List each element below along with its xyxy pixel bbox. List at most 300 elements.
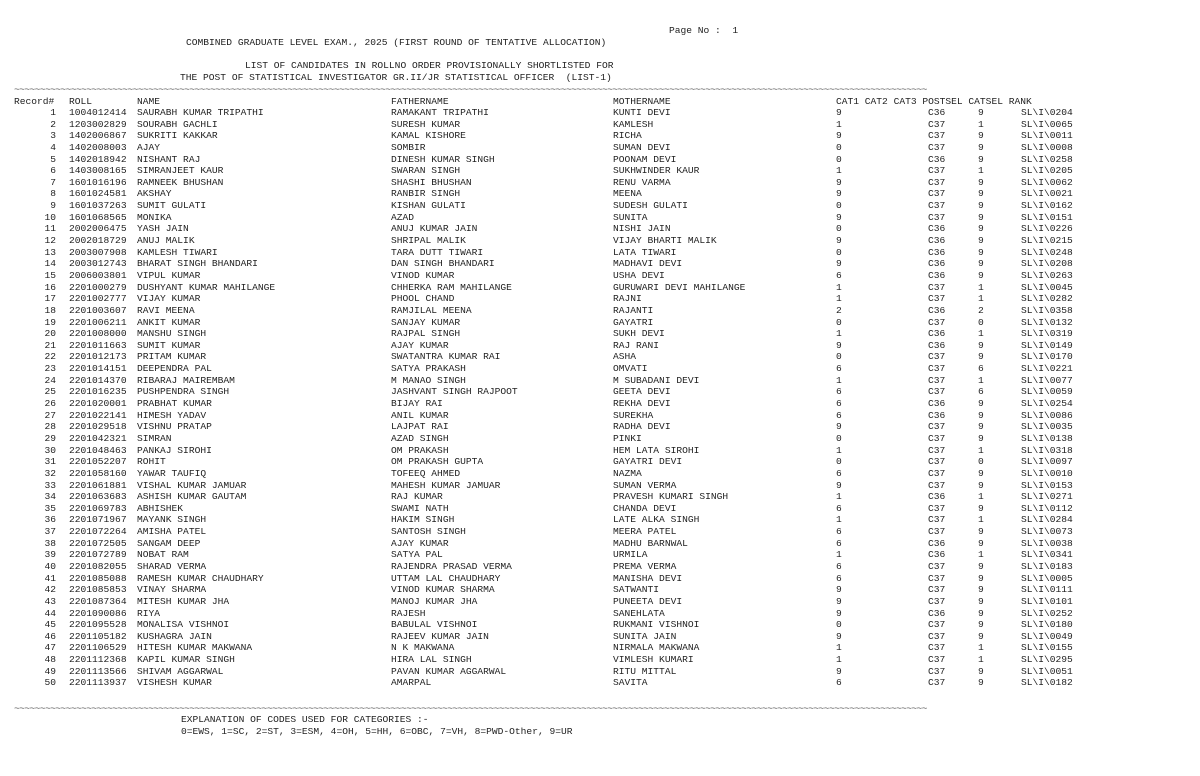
- record-number: 31: [44, 456, 56, 468]
- rank: SL\I\0077: [1021, 374, 1073, 386]
- father-name: SWARAN SINGH: [391, 165, 461, 177]
- table-row: [0, 445, 1200, 457]
- rank: SL\I\0254: [1021, 398, 1073, 410]
- category-selected: 9: [978, 560, 984, 572]
- post-selected: C36: [928, 549, 946, 561]
- candidate-name: AKSHAY: [137, 188, 172, 200]
- mother-name: NIRMALA MAKWANA: [613, 642, 700, 654]
- roll-number: 2201020001: [69, 398, 127, 410]
- mother-name: SUREKHA: [613, 409, 654, 421]
- rank: SL\I\0138: [1021, 432, 1073, 444]
- category-selected: 9: [978, 130, 984, 142]
- father-name: HIRA LAL SINGH: [391, 654, 472, 666]
- column-header-fathername: FATHERNAME: [391, 96, 449, 107]
- father-name: SANTOSH SINGH: [391, 526, 466, 538]
- post-selected: C37: [928, 526, 946, 538]
- category-selected: 1: [978, 118, 984, 130]
- cat1-code: 9: [836, 258, 842, 270]
- mother-name: KUNTI DEVI: [613, 107, 671, 118]
- father-name: ANUJ KUMAR JAIN: [391, 223, 478, 235]
- candidate-name: SANGAM DEEP: [137, 537, 201, 549]
- record-number: 46: [44, 630, 56, 642]
- roll-number: 1203002829: [69, 118, 127, 130]
- table-row: [0, 328, 1200, 340]
- mother-name: URMILA: [613, 549, 648, 561]
- category-selected: 9: [978, 107, 984, 118]
- cat1-code: 6: [836, 526, 842, 538]
- candidate-name: ROHIT: [137, 456, 166, 468]
- table-row: [0, 386, 1200, 398]
- mother-name: MANISHA DEVI: [613, 572, 683, 584]
- category-selected: 9: [978, 479, 984, 491]
- cat1-code: 9: [836, 130, 842, 142]
- record-number: 2: [50, 118, 56, 130]
- record-number: 28: [44, 421, 56, 433]
- category-selected: 9: [978, 246, 984, 258]
- record-number: 12: [44, 235, 56, 247]
- record-number: 38: [44, 537, 56, 549]
- cat1-code: 1: [836, 491, 842, 503]
- rank: SL\I\0271: [1021, 491, 1073, 503]
- rank: SL\I\0101: [1021, 595, 1073, 607]
- mother-name: SUNITA: [613, 211, 648, 223]
- post-selected: C37: [928, 118, 946, 130]
- category-selected: 9: [978, 584, 984, 596]
- roll-number: 2201105182: [69, 630, 127, 642]
- mother-name: SUKH DEVI: [613, 328, 665, 340]
- table-row: [0, 526, 1200, 538]
- father-name: KAMAL KISHORE: [391, 130, 466, 142]
- cat1-code: 6: [836, 398, 842, 410]
- roll-number: 1601016196: [69, 176, 127, 188]
- candidate-name: BHARAT SINGH BHANDARI: [137, 258, 258, 270]
- cat1-code: 6: [836, 537, 842, 549]
- record-number: 50: [44, 677, 56, 689]
- cat1-code: 1: [836, 281, 842, 293]
- cat1-code: 1: [836, 549, 842, 561]
- explanation-codes: 0=EWS, 1=SC, 2=ST, 3=ESM, 4=OH, 5=HH, 6=OBC, 7=VH, 8=PWD-Other, 9=UR: [181, 726, 573, 737]
- rank: SL\I\0059: [1021, 386, 1073, 398]
- rank: SL\I\0011: [1021, 130, 1073, 142]
- cat1-code: 0: [836, 223, 842, 235]
- category-selected: 9: [978, 630, 984, 642]
- rank: SL\I\0149: [1021, 339, 1073, 351]
- mother-name: PUNEETA DEVI: [613, 595, 683, 607]
- mother-name: SUNITA JAIN: [613, 630, 677, 642]
- record-number: 34: [44, 491, 56, 503]
- candidate-name: HITESH KUMAR MAKWANA: [137, 642, 253, 654]
- post-selected: C36: [928, 607, 946, 619]
- roll-number: 2201112368: [69, 654, 127, 666]
- record-number: 14: [44, 258, 56, 270]
- cat1-code: 6: [836, 560, 842, 572]
- rank: SL\I\0183: [1021, 560, 1073, 572]
- father-name: SANJAY KUMAR: [391, 316, 461, 328]
- record-number: 17: [44, 293, 56, 305]
- post-selected: C37: [928, 281, 946, 293]
- cat1-code: 0: [836, 619, 842, 631]
- mother-name: RICHA: [613, 130, 642, 142]
- cat1-code: 9: [836, 607, 842, 619]
- mother-name: GEETA DEVI: [613, 386, 671, 398]
- category-selected: 1: [978, 374, 984, 386]
- table-row: [0, 480, 1200, 492]
- category-selected: 6: [978, 363, 984, 375]
- record-number: 29: [44, 432, 56, 444]
- category-selected: 9: [978, 188, 984, 200]
- rank: SL\I\0208: [1021, 258, 1073, 270]
- rank: SL\I\0221: [1021, 363, 1073, 375]
- mother-name: POONAM DEVI: [613, 153, 677, 165]
- table-row: [0, 119, 1200, 131]
- cat1-code: 6: [836, 467, 842, 479]
- post-selected: C37: [928, 421, 946, 433]
- rank: SL\I\0341: [1021, 549, 1073, 561]
- rank: SL\I\0097: [1021, 456, 1073, 468]
- record-number: 3: [50, 130, 56, 142]
- father-name: HAKIM SINGH: [391, 514, 455, 526]
- table-row: [0, 130, 1200, 142]
- mother-name: GAYATRI DEVI: [613, 456, 683, 468]
- rank: SL\I\0215: [1021, 235, 1073, 247]
- roll-number: 1402006867: [69, 130, 127, 142]
- category-selected: 9: [978, 619, 984, 631]
- post-selected: C37: [928, 595, 946, 607]
- cat1-code: 0: [836, 200, 842, 212]
- candidate-name: AMISHA PATEL: [137, 526, 207, 538]
- post-selected: C37: [928, 200, 946, 212]
- cat1-code: 1: [836, 328, 842, 340]
- father-name: SWAMI NATH: [391, 502, 449, 514]
- page-number: 1: [732, 25, 739, 36]
- candidate-name: KUSHAGRA JAIN: [137, 630, 212, 642]
- candidate-name: MAYANK SINGH: [137, 514, 207, 526]
- column-header-categories: CAT1 CAT2 CAT3 POSTSEL CATSEL RANK: [836, 96, 1032, 107]
- mother-name: ASHA: [613, 351, 637, 363]
- rank: SL\I\0073: [1021, 526, 1073, 538]
- table-row: [0, 608, 1200, 620]
- father-name: RANBIR SINGH: [391, 188, 461, 200]
- post-selected: C36: [928, 339, 946, 351]
- table-row: [0, 270, 1200, 282]
- table-row: [0, 421, 1200, 433]
- post-selected: C36: [928, 491, 946, 503]
- rank: SL\I\0062: [1021, 176, 1073, 188]
- category-selected: 9: [978, 595, 984, 607]
- mother-name: MADHU BARNWAL: [613, 537, 688, 549]
- record-number: 20: [44, 328, 56, 340]
- table-row: [0, 200, 1200, 212]
- cat1-code: 6: [836, 572, 842, 584]
- post-selected: C37: [928, 619, 946, 631]
- table-row: [0, 619, 1200, 631]
- candidate-name: KAPIL KUMAR SINGH: [137, 654, 235, 666]
- father-name: DINESH KUMAR SINGH: [391, 153, 495, 165]
- father-name: LAJPAT RAI: [391, 421, 449, 433]
- mother-name: USHA DEVI: [613, 269, 665, 281]
- post-selected: C37: [928, 293, 946, 305]
- table-row: [0, 177, 1200, 189]
- mother-name: MEENA: [613, 188, 642, 200]
- mother-name: LATE ALKA SINGH: [613, 514, 700, 526]
- column-header-roll: ROLL: [69, 96, 93, 107]
- explanation-title: EXPLANATION OF CODES USED FOR CATEGORIES :-: [181, 714, 429, 725]
- mother-name: MADHAVI DEVI: [613, 258, 683, 270]
- father-name: OM PRAKASH GUPTA: [391, 456, 484, 468]
- post-selected: C36: [928, 409, 946, 421]
- category-selected: 1: [978, 549, 984, 561]
- post-selected: C37: [928, 432, 946, 444]
- cat1-code: 9: [836, 176, 842, 188]
- cat1-code: 1: [836, 374, 842, 386]
- category-selected: 1: [978, 654, 984, 666]
- post-selected: C36: [928, 153, 946, 165]
- cat1-code: 9: [836, 107, 842, 118]
- record-number: 24: [44, 374, 56, 386]
- father-name: RAMAKANT TRIPATHI: [391, 107, 489, 118]
- roll-number: 2201072789: [69, 549, 127, 561]
- roll-number: 2201006211: [69, 316, 127, 328]
- roll-number: 2201082055: [69, 560, 127, 572]
- mother-name: SUDESH GULATI: [613, 200, 688, 212]
- record-number: 43: [44, 595, 56, 607]
- father-name: SOMBIR: [391, 141, 426, 153]
- table-row: [0, 107, 1200, 119]
- table-row: [0, 503, 1200, 515]
- candidate-name: DUSHYANT KUMAR MAHILANGE: [137, 281, 276, 293]
- category-selected: 9: [978, 141, 984, 153]
- rank: SL\I\0065: [1021, 118, 1073, 130]
- roll-number: 2003007908: [69, 246, 127, 258]
- table-row: [0, 573, 1200, 585]
- father-name: N K MAKWANA: [391, 642, 455, 654]
- record-number: 30: [44, 444, 56, 456]
- mother-name: GURUWARI DEVI MAHILANGE: [613, 281, 746, 293]
- rank: SL\I\0318: [1021, 444, 1073, 456]
- record-number: 35: [44, 502, 56, 514]
- roll-number: 2201003607: [69, 304, 127, 316]
- candidate-name: NISHANT RAJ: [137, 153, 201, 165]
- post-selected: C37: [928, 130, 946, 142]
- roll-number: 2201016235: [69, 386, 127, 398]
- post-selected: C37: [928, 386, 946, 398]
- candidate-name: VISHESH KUMAR: [137, 677, 212, 689]
- mother-name: RAJ RANI: [613, 339, 660, 351]
- father-name: BIJAY RAI: [391, 398, 443, 410]
- roll-number: 2201014151: [69, 363, 127, 375]
- rank: SL\I\0153: [1021, 479, 1073, 491]
- father-name: TARA DUTT TIWARI: [391, 246, 484, 258]
- record-number: 22: [44, 351, 56, 363]
- category-selected: 9: [978, 421, 984, 433]
- post-selected: C37: [928, 630, 946, 642]
- table-row: [0, 398, 1200, 410]
- record-number: 6: [50, 165, 56, 177]
- cat1-code: 1: [836, 293, 842, 305]
- post-selected: C37: [928, 572, 946, 584]
- candidate-name: VISHNU PRATAP: [137, 421, 212, 433]
- father-name: RAJPAL SINGH: [391, 328, 461, 340]
- table-row: [0, 165, 1200, 177]
- table-row: [0, 433, 1200, 445]
- category-selected: 9: [978, 398, 984, 410]
- candidate-name: SUKRITI KAKKAR: [137, 130, 218, 142]
- category-selected: 9: [978, 502, 984, 514]
- candidate-name: SHARAD VERMA: [137, 560, 207, 572]
- mother-name: NISHI JAIN: [613, 223, 671, 235]
- record-number: 5: [50, 153, 56, 165]
- table-row: [0, 282, 1200, 294]
- roll-number: 2201002777: [69, 293, 127, 305]
- roll-number: 2201069783: [69, 502, 127, 514]
- cat1-code: 9: [836, 630, 842, 642]
- table-row: [0, 351, 1200, 363]
- cat1-code: 0: [836, 246, 842, 258]
- post-selected: C37: [928, 654, 946, 666]
- category-selected: 9: [978, 677, 984, 689]
- roll-number: 2201042321: [69, 432, 127, 444]
- candidate-name: ABHISHEK: [137, 502, 184, 514]
- category-selected: 1: [978, 642, 984, 654]
- rank: SL\I\0205: [1021, 165, 1073, 177]
- mother-name: OMVATI: [613, 363, 648, 375]
- candidate-name: ANKIT KUMAR: [137, 316, 201, 328]
- roll-number: 1402008003: [69, 141, 127, 153]
- candidate-name: PRITAM KUMAR: [137, 351, 207, 363]
- cat1-code: 0: [836, 316, 842, 328]
- father-name: PHOOL CHAND: [391, 293, 455, 305]
- table-row: [0, 584, 1200, 596]
- post-selected: C37: [928, 141, 946, 153]
- roll-number: 2201095528: [69, 619, 127, 631]
- rank: SL\I\0111: [1021, 584, 1073, 596]
- roll-number: 2002006475: [69, 223, 127, 235]
- candidate-name: SAURABH KUMAR TRIPATHI: [137, 107, 264, 118]
- mother-name: REKHA DEVI: [613, 398, 671, 410]
- table-row: [0, 561, 1200, 573]
- mother-name: M SUBADANI DEVI: [613, 374, 700, 386]
- category-selected: 1: [978, 491, 984, 503]
- rank: SL\I\0035: [1021, 421, 1073, 433]
- table-row: [0, 188, 1200, 200]
- cat1-code: 0: [836, 351, 842, 363]
- father-name: TOFEEQ AHMED: [391, 467, 461, 479]
- candidate-name: YASH JAIN: [137, 223, 189, 235]
- rank: SL\I\0180: [1021, 619, 1073, 631]
- rank: SL\I\0162: [1021, 200, 1073, 212]
- mother-name: RUKMANI VISHNOI: [613, 619, 700, 631]
- father-name: OM PRAKASH: [391, 444, 449, 456]
- mother-name: RAJNI: [613, 293, 642, 305]
- father-name: SURESH KUMAR: [391, 118, 461, 130]
- rank: SL\I\0038: [1021, 537, 1073, 549]
- post-selected: C37: [928, 444, 946, 456]
- mother-name: GAYATRI: [613, 316, 654, 328]
- roll-number: 2201087364: [69, 595, 127, 607]
- record-number: 27: [44, 409, 56, 421]
- rank: SL\I\0051: [1021, 665, 1073, 677]
- rank: SL\I\0170: [1021, 351, 1073, 363]
- mother-name: SATWANTI: [613, 584, 660, 596]
- mother-name: PRAVESH KUMARI SINGH: [613, 491, 729, 503]
- father-name: M MANAO SINGH: [391, 374, 466, 386]
- cat1-code: 9: [836, 188, 842, 200]
- father-name: VINOD KUMAR SHARMA: [391, 584, 495, 596]
- table-row: [0, 142, 1200, 154]
- mother-name: CHANDA DEVI: [613, 502, 677, 514]
- mother-name: RAJANTI: [613, 304, 654, 316]
- cat1-code: 9: [836, 479, 842, 491]
- roll-number: 2201029518: [69, 421, 127, 433]
- candidate-name: ANUJ MALIK: [137, 235, 195, 247]
- father-name: RAMJILAL MEENA: [391, 304, 472, 316]
- father-name: RAJ KUMAR: [391, 491, 443, 503]
- post-selected: C37: [928, 677, 946, 689]
- category-selected: 0: [978, 316, 984, 328]
- post-selected: C37: [928, 211, 946, 223]
- cat1-code: 1: [836, 165, 842, 177]
- roll-number: 2201058160: [69, 467, 127, 479]
- table-row: [0, 247, 1200, 259]
- top-separator: ~~~~~~~~~~~~~~~~~~~~~~~~~~~~~~~~~~~~~~~~~~~~~~~~~~~~~~~~~~~~~~~~~~~~~~~~~~~~~~~~~~~~~~~~~~~~~~~~~~~~~~~~~~~~~~~~~~~~~~~~~~~~~~~~~~~~~~~~~~~~~~~~~~~~~~~~~~~~~~~~~~~~~~~~~~~~~~~~~: [14, 84, 927, 95]
- roll-number: 1004012414: [69, 107, 127, 118]
- cat1-code: 9: [836, 421, 842, 433]
- rank: SL\I\0319: [1021, 328, 1073, 340]
- cat1-code: 9: [836, 595, 842, 607]
- roll-number: 1403008165: [69, 165, 127, 177]
- rank: SL\I\0258: [1021, 153, 1073, 165]
- column-header-record: Record#: [14, 96, 55, 107]
- father-name: SATYA PAL: [391, 549, 443, 561]
- father-name: SATYA PRAKASH: [391, 363, 466, 375]
- father-name: MANOJ KUMAR JHA: [391, 595, 478, 607]
- post-selected: C36: [928, 258, 946, 270]
- rank: SL\I\0021: [1021, 188, 1073, 200]
- rank: SL\I\0358: [1021, 304, 1073, 316]
- category-selected: 9: [978, 432, 984, 444]
- father-name: AJAY KUMAR: [391, 537, 449, 549]
- post-selected: C36: [928, 328, 946, 340]
- record-number: 41: [44, 572, 56, 584]
- cat1-code: 0: [836, 432, 842, 444]
- table-row: [0, 410, 1200, 422]
- rank: SL\I\0226: [1021, 223, 1073, 235]
- table-row: [0, 340, 1200, 352]
- bottom-separator: ~~~~~~~~~~~~~~~~~~~~~~~~~~~~~~~~~~~~~~~~~~~~~~~~~~~~~~~~~~~~~~~~~~~~~~~~~~~~~~~~~~~~~~~~~~~~~~~~~~~~~~~~~~~~~~~~~~~~~~~~~~~~~~~~~~~~~~~~~~~~~~~~~~~~~~~~~~~~~~~~~~~~~~~~~~~~~~~~~: [14, 703, 927, 714]
- list-title-line-2: THE POST OF STATISTICAL INVESTIGATOR GR.II/JR STATISTICAL OFFICER (LIST-1): [180, 72, 612, 83]
- candidate-name: NOBAT RAM: [137, 549, 189, 561]
- candidate-name: SIMRAN: [137, 432, 172, 444]
- category-selected: 9: [978, 269, 984, 281]
- roll-number: 2006003801: [69, 269, 127, 281]
- post-selected: C37: [928, 560, 946, 572]
- candidate-name: PUSHPENDRA SINGH: [137, 386, 230, 398]
- table-row: [0, 456, 1200, 468]
- record-number: 32: [44, 467, 56, 479]
- candidate-name: VIJAY KUMAR: [137, 293, 201, 305]
- cat1-code: 6: [836, 502, 842, 514]
- mother-name: RADHA DEVI: [613, 421, 671, 433]
- rank: SL\I\0295: [1021, 654, 1073, 666]
- category-selected: 1: [978, 281, 984, 293]
- candidate-name: VIPUL KUMAR: [137, 269, 201, 281]
- category-selected: 9: [978, 351, 984, 363]
- record-number: 4: [50, 141, 56, 153]
- father-name: AMARPAL: [391, 677, 432, 689]
- record-number: 8: [50, 188, 56, 200]
- post-selected: C37: [928, 374, 946, 386]
- candidate-name: RAMNEEK BHUSHAN: [137, 176, 224, 188]
